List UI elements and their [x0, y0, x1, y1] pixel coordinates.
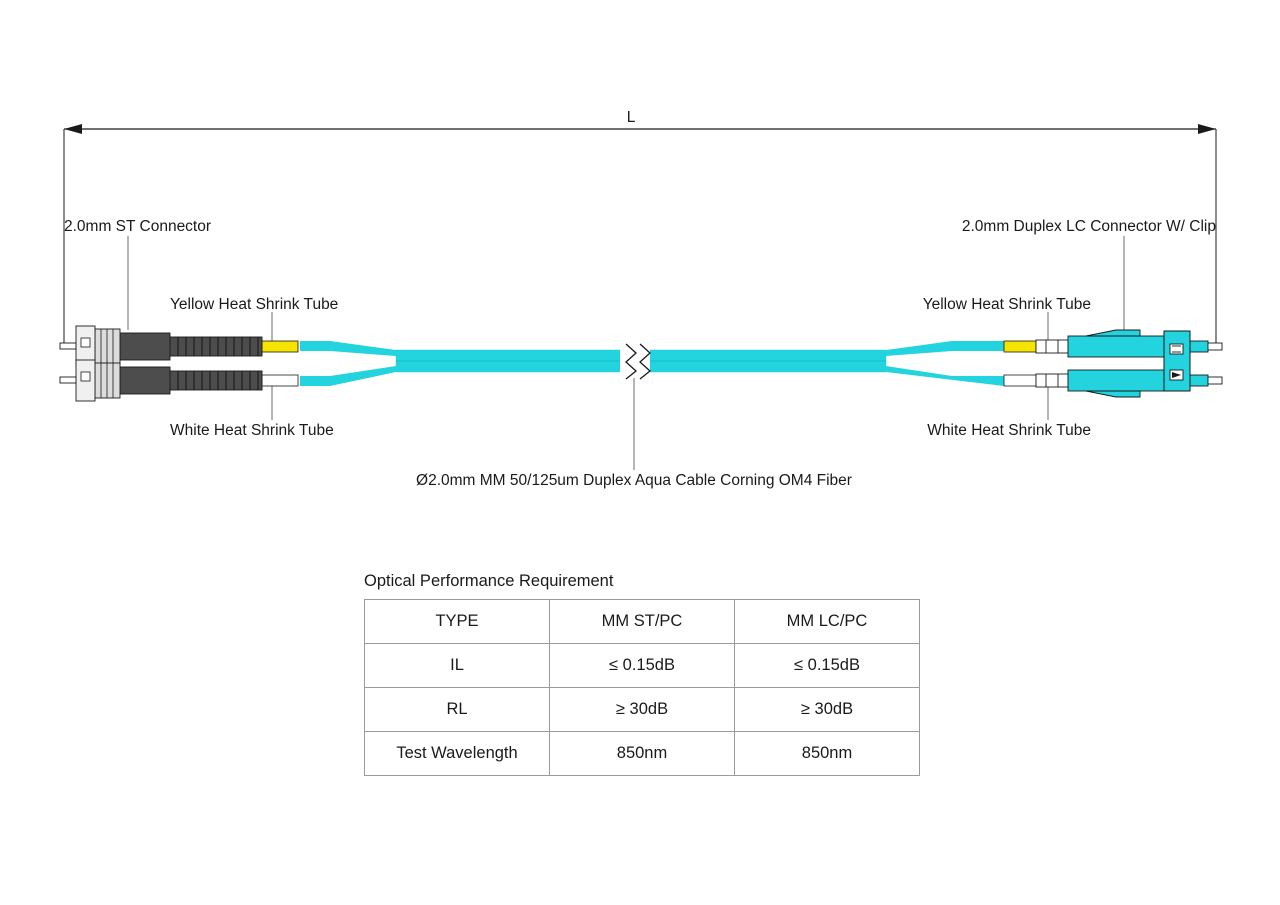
- table-cell: ≤ 0.15dB: [735, 644, 920, 688]
- table-cell: ≤ 0.15dB: [550, 644, 735, 688]
- length-dimension-label: L: [626, 109, 636, 126]
- table-header-cell: MM ST/PC: [550, 600, 735, 644]
- table-cell: RL: [365, 688, 550, 732]
- label-right-connector: 2.0mm Duplex LC Connector W/ Clip: [961, 218, 1216, 235]
- lc-duplex-clip: [1164, 331, 1190, 391]
- table-cell: ≥ 30dB: [550, 688, 735, 732]
- label-left-yellow-tube: Yellow Heat Shrink Tube: [170, 296, 339, 313]
- perf-table-title: Optical Performance Requirement: [364, 572, 614, 590]
- label-cable: Ø2.0mm MM 50/125um Duplex Aqua Cable Corning OM4 Fiber: [416, 472, 852, 489]
- label-right-white-tube: White Heat Shrink Tube: [927, 422, 1091, 439]
- label-left-white-tube: White Heat Shrink Tube: [170, 422, 334, 439]
- table-cell: ≥ 30dB: [735, 688, 920, 732]
- label-right-yellow-tube: Yellow Heat Shrink Tube: [922, 296, 1091, 313]
- table-header-row: [365, 600, 920, 644]
- table-cell: IL: [365, 644, 550, 688]
- table-row: [365, 732, 920, 776]
- table-cell: 850nm: [735, 732, 920, 776]
- table-header-cell: TYPE: [365, 600, 550, 644]
- table-cell: 850nm: [550, 732, 735, 776]
- table-row: [365, 644, 920, 688]
- table-row: [365, 688, 920, 732]
- st-connector-lower: [60, 360, 298, 401]
- optical-performance-section: [364, 572, 920, 776]
- aqua-cable: [300, 341, 1004, 386]
- table-header-cell: MM LC/PC: [735, 600, 920, 644]
- table-cell: Test Wavelength: [365, 732, 550, 776]
- st-connector-upper: [60, 326, 298, 367]
- label-left-connector: 2.0mm ST Connector: [64, 218, 212, 235]
- perf-table: [364, 599, 920, 776]
